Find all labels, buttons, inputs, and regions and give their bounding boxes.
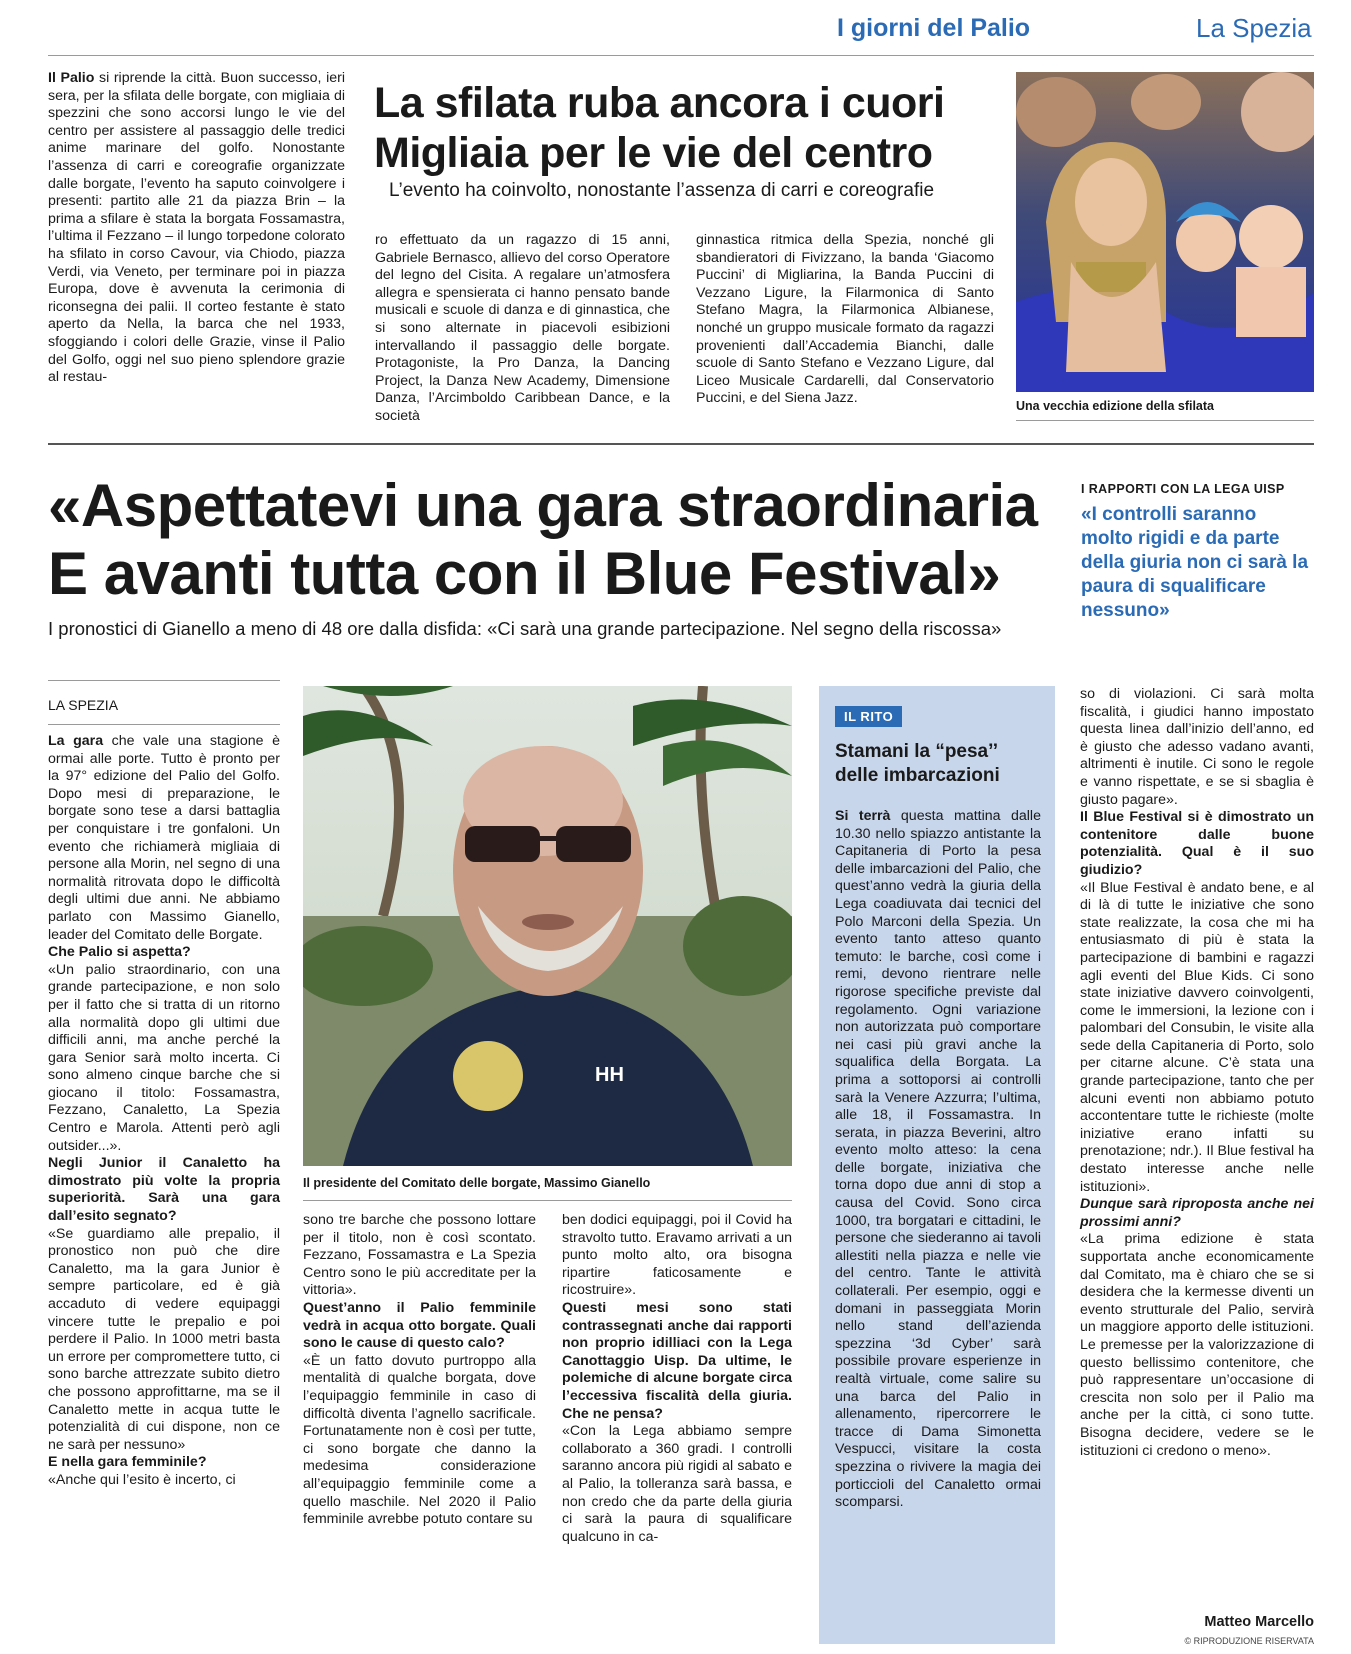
rito-title-line1: Stamani la “pesa’’	[835, 741, 998, 762]
story2-subtitle: I pronostici di Gianello a meno di 48 ore dalla disfida: «Ci sarà una grande partecipazione. Nel segno della riscossa»	[48, 618, 1002, 639]
story2-column-1	[48, 733, 280, 1490]
city-label: La Spezia	[1196, 13, 1312, 43]
story1-headline-line2: Migliaia per le vie del centro	[374, 129, 933, 177]
rito-body: questa mattina dalle 10.30 nello spiazzo antistante la Capitaneria di Porto la pesa delle imbarcazioni del Palio, che quest’anno vedrà la giuria della Lega coadiuvata dai tecnici del Polo Marconi della Spezia. Un evento tanto atteso quanto temuto: le barche, così come i remi, devono rientrare nelle rigorose specifiche previste dal regolamento. Ogni variazione non autorizzata può comportare nei casi più gravi anche la squalifica della Borgata. La prima a sottoporsi ai controlli sarà la Venere Azzurra; l’ultima, alle 18, il Fossamastra. In serata, in piazza Beverini, altro evento molto atteso: la cena delle borgate, iniziativa che torna dopo due anni di stop a causa del Covid. Sono circa 1000, tra borgatari e cittadini, le persone che siederanno ai tavoli allestiti nella piazza e nelle vie del centro. Tante le attività collaterali. Per esempio, oggi e domani in passeggiata Morin nello stand dell’azienda spezzina ‘3d Cyber’ sarà possibile provare esperienze in realtà virtuale, come salire su una barca del Palio in allenamento, ripercorrere le tracce di Dama Simonetta Vespucci, visitare la costa spezzina o rivivere la magia dei porticcioli del Canaletto ormai scomparsi.	[835, 808, 1041, 1511]
story2-col1-para: che vale una stagione è ormai alle porte. Tutto è pronto per la 97° edizione del Palio del Golfo. Dopo mesi di preparazione, le borgate sono tese a darsi battaglia per conquistare i tre gonfaloni. Un evento che richiamerà migliaia di persone alla Morin, nel segno di una normalità ritrovata dopo le difficoltà degli ultimi due anni. Ne abbiamo parlato con Massimo Gianello, leader del Comitato delle Borgate.	[48, 733, 281, 943]
story1-col1-text: si riprende la città. Buon successo, ieri sera, per la sfilata delle borgate, con migliaia di spezzini che sono accorsi lungo le vie del centro per assistere al passaggio delle tredici anime marinare del golfo. Nonostante l’assenza di carri e coreografie organizzate dalle borgate, l’evento ha saputo coinvolgere i presenti: partito alle 21 da piazza Brin – la prima a sfilare è stata la borgata Fossamastra, l’ultima il Fezzano – il lungo torpedone colorato ha sfilato in corso Cavour, via Chiodo, piazza Verdi, via Veneto, per terminare poi in piazza Europa, dove è avvenuta la cerimonia di riconsegna dei palii. Il corteo festante è stato aperto da Nella, la barca che nel 1933, sfoggiando i colori delle Grazie, vinse il Palio del Golfo, oggi nel suo pieno splendore grazie al restau-	[48, 70, 346, 386]
caption-rule	[1016, 420, 1314, 421]
dateline-rule-bottom	[48, 724, 280, 725]
author-byline: Matteo Marcello	[1204, 1614, 1314, 1630]
gianello-photo	[303, 686, 792, 1166]
question: Il Blue Festival si è dimostrato un contenitore dalle buone potenzialità. Qual è il suo giudizio?	[1080, 809, 1314, 878]
gianello-photo-caption: Il presidente del Comitato delle borgate, Massimo Gianello	[303, 1176, 651, 1190]
rito-title-line2: delle imbarcazioni	[835, 765, 1000, 786]
dateline: LA SPEZIA	[48, 697, 119, 713]
story2-headline-line2: E avanti tutta con il Blue Festival»	[48, 540, 1001, 607]
story1-subtitle: L’evento ha coinvolto, nonostante l’assenza di carri e coreografie	[389, 180, 935, 201]
story2-column-2	[303, 1212, 536, 1529]
header-rule	[48, 55, 1314, 56]
photo-caption-rule	[303, 1200, 792, 1201]
dateline-rule-top	[48, 680, 280, 681]
answer: ben dodici equipaggi, poi il Covid ha stravolto tutto. Eravamo arrivati a un punto molto alto, ora bisogna ripartire faticosamente e ricostruire».	[562, 1212, 792, 1299]
question: E nella gara femminile?	[48, 1454, 207, 1471]
answer: «Se guardiamo alle prepalio, il pronostico non può che dire Canaletto, ma la gara Junior è sempre particolare, ed è già accaduto di vedere equipaggi vincere tutte le prepalio e poi perdere il Palio. In 1000 metri basta un errore per compromettere tutto, ci sono barche attrezzate subito dietro che possono approfittarne, ma se il Canaletto mette in acqua tutte le potenzialità di cui dispone, non ce ne sarà per nessuno»	[48, 1225, 280, 1453]
question: Questi mesi sono stati contrassegnati anche dai rapporti non proprio idilliaci con la Lega Canottaggio Uisp. Da ultime, le polemiche di alcune borgate circa l’eccessiva fiscalità della giuria. Che ne pensa?	[562, 1299, 792, 1422]
rito-text	[835, 808, 1041, 1512]
story2-headline-line1: «Aspettatevi una gara straordinaria	[48, 472, 1038, 539]
question: Negli Junior il Canaletto ha dimostrato più volte la propria superiorità. Sarà una gara dall’esito segnato?	[48, 1155, 280, 1225]
parade-photo-caption: Una vecchia edizione della sfilata	[1016, 399, 1214, 413]
story1-column-1	[48, 70, 345, 387]
side-kicker: I RAPPORTI CON LA LEGA UISP	[1081, 482, 1285, 496]
side-quote: «I controlli saranno molto rigidi e da parte della giuria non ci sarà la paura di squalificare nessuno»	[1081, 504, 1309, 621]
answer: «È un fatto dovuto purtroppo alla mentalità di qualche borgata, dove l’equipaggio femminile in caso di difficoltà diventa l’agnello sacrificale. Fortunatamente non è così per tutte, ci sono borgate che danno la medesima considerazione all’equipaggio femminile come a quello maschile. Nel 2020 il Palio femminile avrebbe potuto contare su	[303, 1352, 536, 1528]
rito-box	[819, 686, 1055, 1644]
section-title: I giorni del Palio	[837, 14, 1031, 42]
story1-headline	[374, 78, 994, 178]
answer: so di violazioni. Ci sarà molta fiscalità, i giudici hanno impostato questa linea dall’inizio dell’anno, ed è giusto che adesso vadano avanti, altrimenti è inutile. Ci sono le regole e vanno rispettate, e se si sbaglia è giusto pagare».	[1080, 686, 1314, 808]
parade-photo	[1016, 72, 1314, 392]
story1-column-3	[696, 232, 994, 408]
rito-title	[835, 740, 1045, 788]
answer: «La prima edizione è stata supportata anche economicamente dal Comitato, ma è chiaro che se si desidera che la kermesse diventi un evento strutturale del Palio, servirà un maggiore apporto delle istituzioni. Le premesse per la valorizzazione di questo bellissimo contenitore, che può rappresentare un’occasione di crescita non solo per il Palio ma anche per la città, ci sono tutte. Bisogna decidere, vedere se le istituzioni ci credono o meno».	[1080, 1231, 1314, 1459]
story1-column-2	[375, 232, 670, 426]
answer: «Un palio straordinario, con una grande partecipazione, e non solo per il fatto che si tratta di un ritorno alla normalità dopo gli ultimi due difficili anni, ma anche perché la gara Senior sarà molto incerta. Ci sono almeno cinque barche che si giocano il titolo: Fossamastra, Fezzano, Canaletto, La Spezia Centro e Marola. Attenti però agli outsider...».	[48, 961, 280, 1154]
story2-headline	[48, 472, 1078, 608]
rito-tag: IL RITO	[835, 706, 902, 727]
story2-column-3	[562, 1212, 792, 1546]
question: Che Palio si aspetta?	[48, 944, 191, 961]
answer: sono tre barche che possono lottare per il titolo, non è così scontato. Fezzano, Fossamastra e La Spezia Centro sono le più accreditate per la vittoria».	[303, 1212, 536, 1299]
rito-lead: Si terrà	[835, 808, 891, 824]
answer: «Il Blue Festival è andato bene, e al di là di tutte le iniziative che sono state realizzate, la cosa che mi ha entusiasmato di più è stata la partecipazione di bambini e ragazzi agli eventi del Blue Kids. Ci sono state iniziative davvero coinvolgenti, come le immersioni, la lezione con i palombari del Consubin, le visite alla sede della Capitaneria di Porto, solo per citarne alcune. C’è stata una grande partecipazione, tanto che per alcuni eventi non abbiamo potuto accontentare tutte le richieste (molte iniziative erano infatti su prenotazione; ndr.). Il Blue festival ha destato interesse anche nelle istituzioni».	[1080, 879, 1314, 1195]
question: Quest’anno il Palio femminile vedrà in acqua otto borgate. Quali sono le cause di questo calo?	[303, 1299, 536, 1352]
question: Dunque sarà riproposta anche nei prossimi anni?	[1080, 1196, 1314, 1230]
copyright-note: © RIPRODUZIONE RISERVATA	[1184, 1636, 1314, 1646]
story1-col2-text: ro effettuato da un ragazzo di 15 anni, Gabriele Bernasco, allievo del corso Operatore del legno del Cisita. A regalare un’atmosfera allegra e spensierata ci hanno pensato bande musicali e scuole di danza e di ginnastica, che si sono alternate in piacevoli esibizioni intervallando il passaggio delle borgate. Protagoniste, la Pro Danza, la Dancing Project, la Danza New Academy, Dimensione Danza, l’Arcimboldo Caribbean Dance, e la società	[375, 232, 670, 424]
story1-lead: Il Palio	[48, 70, 95, 86]
story1-col3-text: ginnastica ritmica della Spezia, nonché gli sbandieratori di Fivizzano, la banda ‘Giacomo Puccini’ di Migliarina, la Banda Puccini di Vezzano Ligure, la Filarmonica di Santo Stefano Magra, la Filarmonica Albianese, nonché un gruppo musicale formato da ragazzi provenienti dall’Accademia Bianchi, dalle scuole di Santo Stefano e Vezzano Ligure, dal Liceo Musicale Cardarelli, dal Conservatorio Puccini, e del Siena Jazz.	[696, 232, 994, 407]
answer: «Anche qui l’esito è incerto, ci	[48, 1471, 236, 1488]
story2-column-4	[1080, 686, 1314, 1460]
section-divider	[48, 443, 1314, 445]
story1-headline-line1: La sfilata ruba ancora i cuori	[374, 79, 945, 127]
story2-lead: La gara	[48, 733, 104, 749]
svg-text:HH: HH	[595, 1064, 624, 1086]
answer: «Con la Lega abbiamo sempre collaborato a 360 gradi. I controlli saranno ancora più rigidi al sabato e al Palio, la tolleranza sarà bassa, e non credo che da parte della giuria ci sarà la paura di squalificare qualcuno in ca-	[562, 1423, 792, 1545]
